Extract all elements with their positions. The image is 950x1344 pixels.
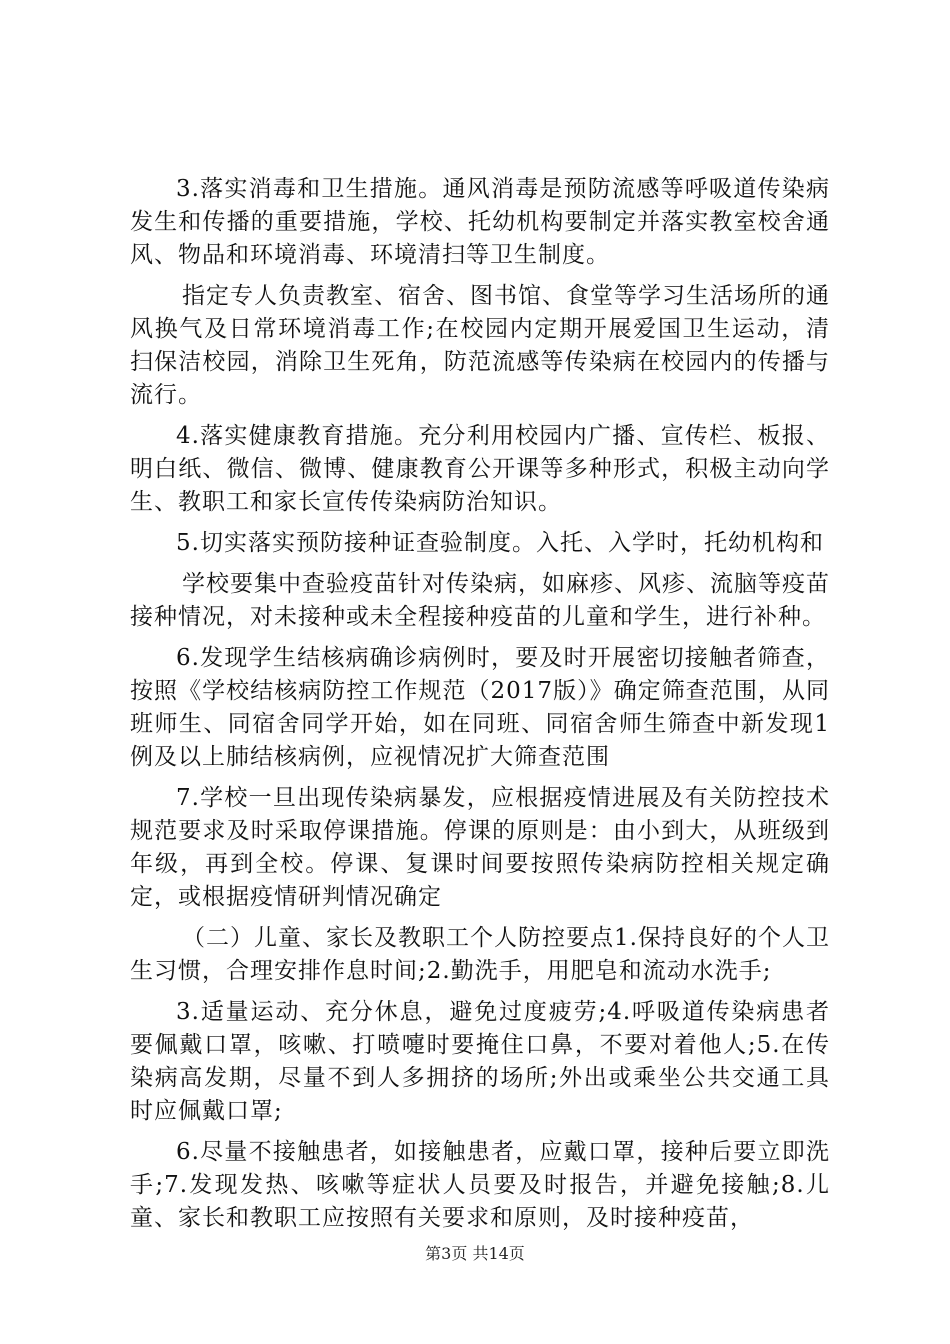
paragraph-vaccination-detail: 学校要集中查验疫苗针对传染病，如麻疹、风疹、流脑等疫苗接种情况，对未接种或未全程接种疫苗的儿童和学生，进行补种。 (130, 571, 830, 630)
paragraph-disinfection: 3.落实消毒和卫生措施。通风消毒是预防流感等呼吸道传染病发生和传播的重要措施，学校、托幼机构要制定并落实教室校舍通风、物品和环境消毒、环境清扫等卫生制度。 (130, 176, 830, 268)
paragraph-avoid-contact: 6.尽量不接触患者，如接触患者，应戴口罩，接种后要立即洗手;7.发现发热、咳嗽等症状人员要及时报告，并避免接触;8.儿童、家长和教职工应按照有关要求和原则，及时接种疫苗， (130, 1139, 830, 1231)
paragraph-class-suspension: 7.学校一旦出现传染病暴发，应根据疫情进展及有关防控技术规范要求及时采取停课措施。停课的原则是：由小到大，从班级到年级，再到全校。停课、复课时间要按照传染病防控相关规定确定，或根据疫情研判情况确定 (130, 785, 830, 910)
paragraph-personal-prevention: （二）儿童、家长及教职工个人防控要点1.保持良好的个人卫生习惯，合理安排作息时间;2.勤洗手，用肥皂和流动水洗手; (130, 925, 830, 984)
paragraph-exercise-masks: 3.适量运动、充分休息，避免过度疲劳;4.呼吸道传染病患者要佩戴口罩，咳嗽、打喷嚏时要掩住口鼻，不要对着他人;5.在传染病高发期，尽量不到人多拥挤的场所;外出或乘坐公共交通工具时应佩戴口罩; (130, 999, 830, 1124)
paragraph-tuberculosis: 6.发现学生结核病确诊病例时，要及时开展密切接触者筛查，按照《学校结核病防控工作规范（2017版）》确定筛查范围，从同班师生、同宿舍同学开始，如在同班、同宿舍师生筛查中新发现1例及以上肺结核病例，应视情况扩大筛查范围 (130, 645, 830, 770)
page-number-footer: 第3页 共14页 (425, 1244, 525, 1263)
paragraph-vaccination-check: 5.切实落实预防接种证查验制度。入托、入学时，托幼机构和 (176, 530, 824, 556)
document-body (130, 173, 830, 1243)
paragraph-designated-staff: 指定专人负责教室、宿舍、图书馆、食堂等学习生活场所的通风换气及日常环境消毒工作;在校园内定期开展爱国卫生运动，清扫保洁校园，消除卫生死角，防范流感等传染病在校园内的传播与流行。 (130, 283, 830, 408)
paragraph-health-education: 4.落实健康教育措施。充分利用校园内广播、宣传栏、板报、明白纸、微信、微博、健康教育公开课等多种形式，积极主动向学生、教职工和家长宣传传染病防治知识。 (130, 423, 830, 515)
